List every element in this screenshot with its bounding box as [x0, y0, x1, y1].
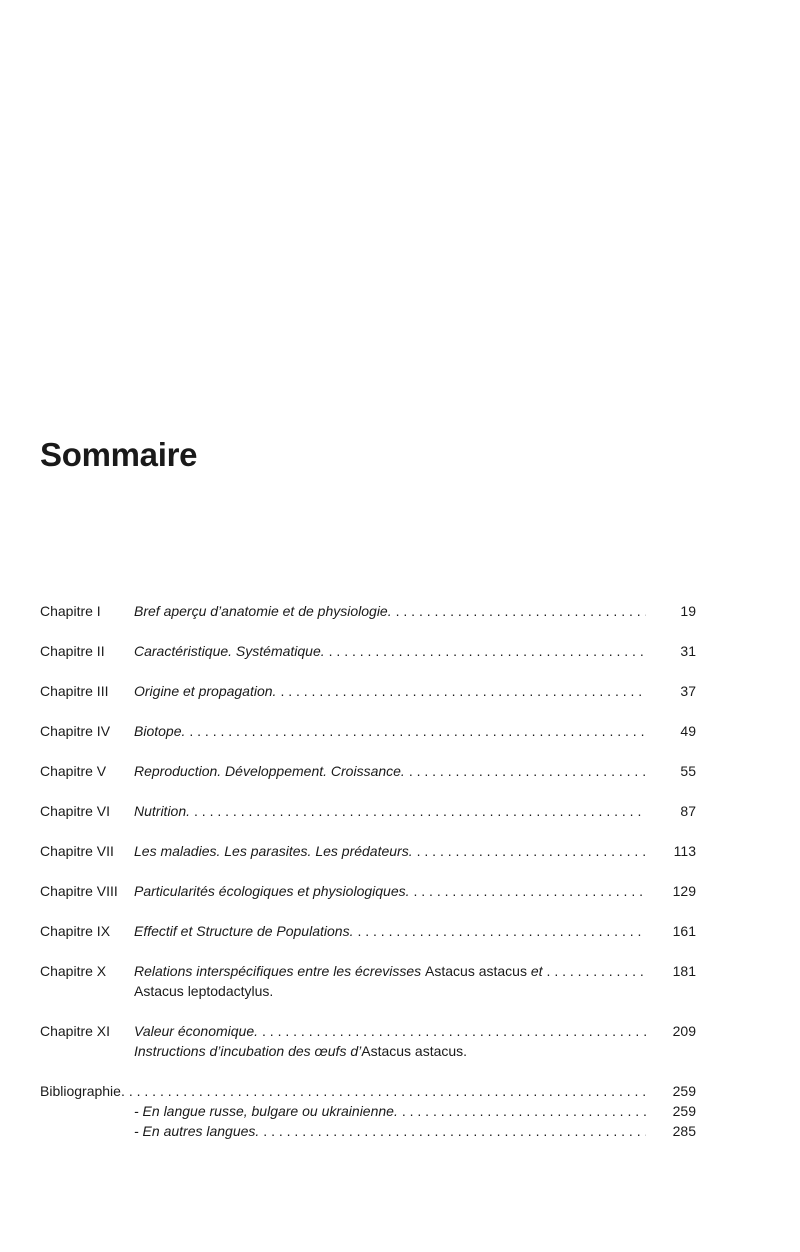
bibliography-sub-label: - En autres langues.	[134, 1123, 260, 1139]
toc-entry-line	[134, 601, 646, 621]
chapter-label: Chapitre X	[40, 963, 107, 979]
chapter-title: Les maladies. Les parasites. Les prédateurs.	[134, 843, 413, 859]
page-number: 55	[680, 763, 696, 779]
chapter-title: Nutrition.	[134, 803, 191, 819]
chapter-title: Reproduction. Développement. Croissance.	[134, 763, 405, 779]
dot-leader	[357, 921, 646, 941]
page-number: 181	[672, 963, 696, 979]
chapter-label: Chapitre IV	[40, 723, 111, 739]
toc-entry-line	[134, 641, 646, 661]
chapter-title-part: Relations interspécifiques entre les écrevisses	[134, 963, 426, 979]
page-number: 19	[680, 603, 696, 619]
chapter-subtitle	[134, 1041, 467, 1061]
toc-entry-line	[134, 761, 646, 781]
toc-entry-line	[134, 721, 646, 741]
toc-entry-line	[134, 881, 646, 901]
page-number: 113	[673, 843, 696, 859]
dot-leader	[414, 881, 647, 901]
toc-entry-line	[134, 1021, 646, 1041]
dot-leader	[396, 601, 646, 621]
chapter-title: Bref aperçu d’anatomie et de physiologie.	[134, 603, 392, 619]
dot-leader	[329, 641, 646, 661]
dot-leader	[409, 761, 646, 781]
dot-leader	[547, 961, 646, 981]
toc-entry-line	[134, 921, 646, 941]
dot-leader	[417, 841, 646, 861]
dot-leader	[262, 1021, 646, 1041]
page-title: Sommaire	[40, 436, 198, 473]
chapter-label: Chapitre XI	[40, 1023, 111, 1039]
chapter-label: Chapitre III	[40, 683, 109, 699]
chapter-label: Chapitre VIII	[40, 883, 118, 899]
species-name: Astacus astacus.	[361, 1043, 468, 1059]
chapter-label: Chapitre II	[40, 643, 105, 659]
toc-entry-line	[40, 1081, 646, 1101]
toc-entry-line	[134, 801, 646, 821]
toc-entry-line	[134, 841, 646, 861]
chapter-label: Chapitre I	[40, 603, 101, 619]
dot-leader	[263, 1121, 646, 1141]
page-number: 37	[680, 683, 696, 699]
page-number: 259	[672, 1103, 696, 1119]
species-name: Astacus astacus	[425, 963, 527, 979]
page-number: 129	[672, 883, 696, 899]
chapter-title: Origine et propagation.	[134, 683, 277, 699]
toc-entry-line	[134, 681, 646, 701]
page-number: 31	[680, 643, 696, 659]
chapter-label: Chapitre V	[40, 763, 107, 779]
bibliography-label: Bibliographie.	[40, 1083, 125, 1099]
bibliography-sub-label: - En langue russe, bulgare ou ukrainienne.	[134, 1103, 398, 1119]
subtitle-text: Instructions d’incubation des œufs d’	[134, 1043, 362, 1059]
page-number: 259	[672, 1083, 696, 1099]
page-number: 285	[672, 1123, 696, 1139]
page-number: 49	[680, 723, 696, 739]
toc-entry-line	[134, 961, 646, 981]
dot-leader	[280, 681, 646, 701]
chapter-title	[134, 961, 543, 981]
chapter-label: Chapitre VII	[40, 843, 114, 859]
chapter-title-continuation: Astacus leptodactylus.	[134, 983, 274, 999]
page-number: 161	[672, 923, 696, 939]
chapter-label: Chapitre VI	[40, 803, 111, 819]
dot-leader	[129, 1081, 646, 1101]
chapter-title: Effectif et Structure de Populations.	[134, 923, 354, 939]
chapter-title-part: et	[526, 963, 543, 979]
dot-leader	[402, 1101, 646, 1121]
page-number: 209	[672, 1023, 696, 1039]
chapter-title: Valeur économique.	[134, 1023, 259, 1039]
chapter-label: Chapitre IX	[40, 923, 111, 939]
toc-entry-line	[134, 1101, 646, 1121]
dot-leader	[189, 721, 646, 741]
chapter-title: Biotope.	[134, 723, 186, 739]
dot-leader	[194, 801, 646, 821]
toc-entry-line	[134, 1121, 646, 1141]
chapter-title: Particularités écologiques et physiologiques.	[134, 883, 410, 899]
chapter-title: Caractéristique. Systématique.	[134, 643, 325, 659]
page-number: 87	[680, 803, 696, 819]
